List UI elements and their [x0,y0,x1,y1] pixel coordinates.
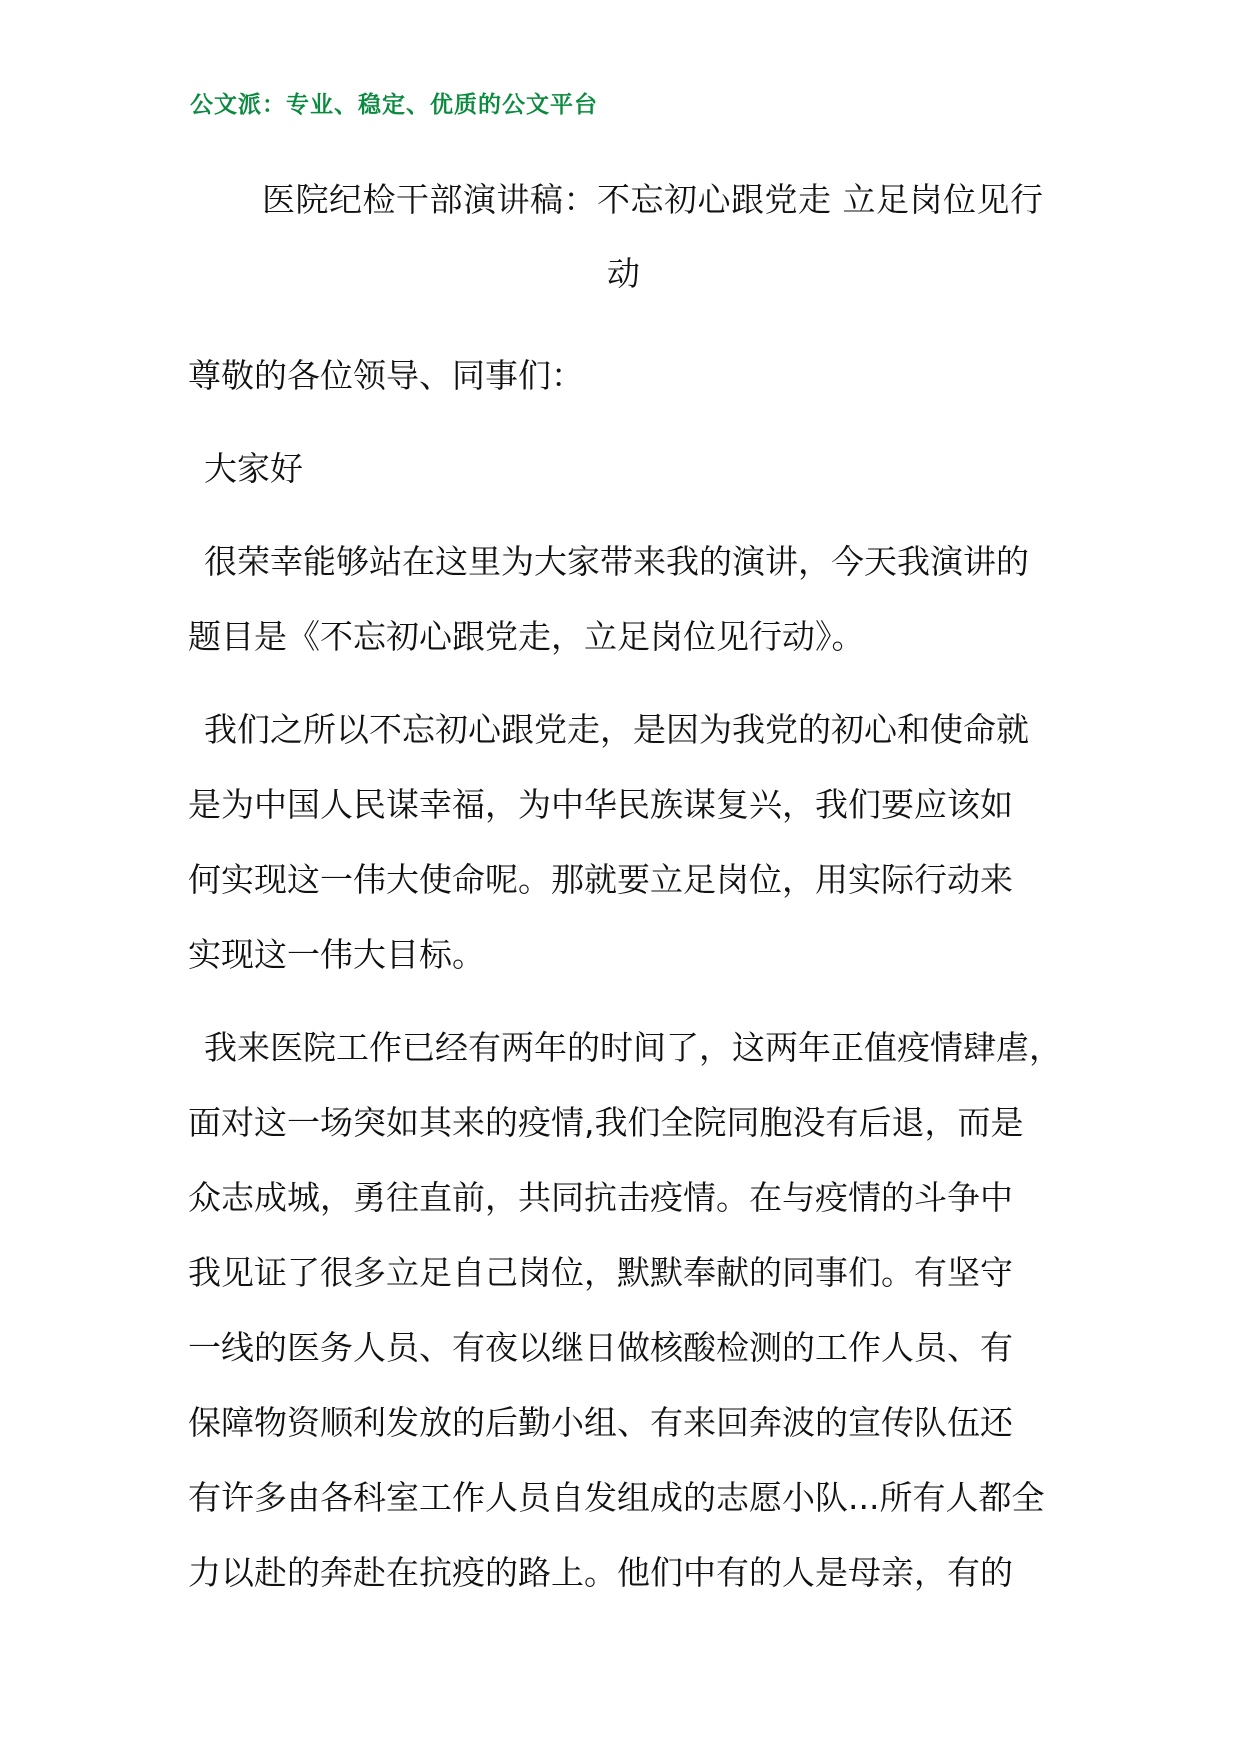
paragraph-line: 力以赴的奔赴在抗疫的路上。他们中有的人是母亲，有的 [188,1553,1013,1592]
paragraph-1 [188,524,1088,674]
document-body [188,338,1088,1610]
document-title-line-1: 医院纪检干部演讲稿：不忘初心跟党走 立足岗位见行 [262,180,1044,219]
paragraph-line: 我来医院工作已经有两年的时间了，这两年正值疫情肆虐， [204,1028,1062,1067]
paragraph-line: 一线的医务人员、有夜以继日做核酸检测的工作人员、有 [188,1328,1013,1367]
paragraph-2 [188,692,1088,992]
paragraph-3 [188,1010,1088,1610]
spacer [188,992,1088,1010]
header-brand: 公文派：专业、稳定、优质的公文平台 [190,91,598,118]
paragraph-line: 我们之所以不忘初心跟党走，是因为我党的初心和使命就 [204,710,1029,749]
paragraph-line: 很荣幸能够站在这里为大家带来我的演讲，今天我演讲的 [204,542,1029,581]
paragraph-line: 众志成城，勇往直前，共同抗击疫情。在与疫情的斗争中 [188,1178,1013,1217]
paragraph-line: 保障物资顺利发放的后勤小组、有来回奔波的宣传队伍还 [188,1403,1013,1442]
paragraph-line: 何实现这一伟大使命呢。那就要立足岗位，用实际行动来 [188,860,1013,899]
paragraph-line: 题目是《不忘初心跟党走，立足岗位见行动》。 [188,617,865,656]
spacer [188,506,1088,524]
paragraph-line: 是为中国人民谋幸福，为中华民族谋复兴，我们要应该如 [188,785,1013,824]
greeting: 大家好 [204,449,303,488]
paragraph-line: 面对这一场突如其来的疫情,我们全院同胞没有后退，而是 [188,1103,1024,1142]
salutation: 尊敬的各位领导、同事们： [188,356,584,395]
spacer [188,674,1088,692]
paragraph-line: 我见证了很多立足自己岗位，默默奉献的同事们。有坚守 [188,1253,1013,1292]
paragraph-line: 有许多由各科室工作人员自发组成的志愿小队...所有人都全 [188,1478,1045,1517]
document-title-line-2: 动 [607,254,640,293]
paragraph-line: 实现这一伟大目标。 [188,935,485,974]
spacer [188,413,1088,431]
